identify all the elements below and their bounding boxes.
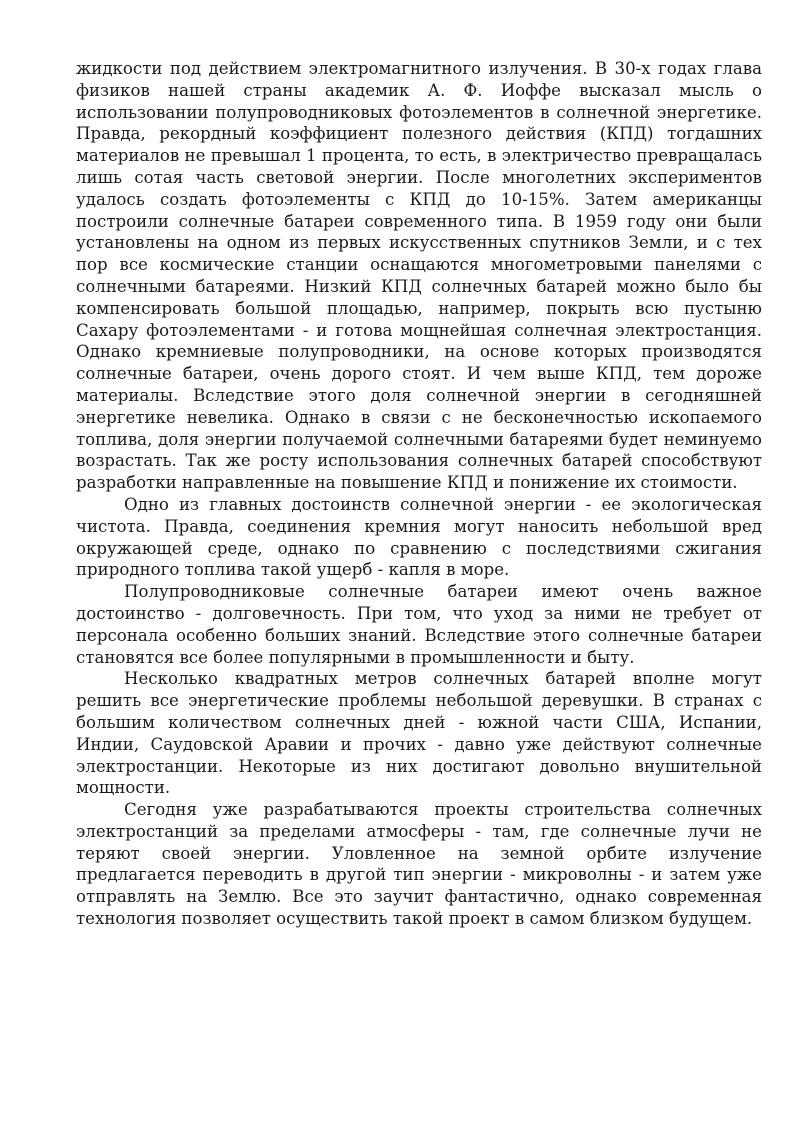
document-page: [76, 58, 762, 930]
paragraph-1: жидкости под действием электромагнитного излучения. В 30-х годах глава физиков нашей страны академик А. Ф. Иоффе высказал мысль о использовании полупроводниковых фотоэлементов в солнечной энергетике. Правда, рекордный коэффициент полезного действия (КПД) тогдашних материалов не превышал 1 процента, то есть, в электричество превращалась лишь сотая часть световой энергии. После многолетних экспериментов удалось создать фотоэлементы с КПД до 10-15%. Затем американцы построили солнечные батареи современного типа. В 1959 году они были установлены на одном из первых искусственных спутников Земли, и с тех пор все космические станции оснащаются многометровыми панелями с солнечными батареями. Низкий КПД солнечных батарей можно было бы компенсировать большой площадью, например, покрыть всю пустыню Сахару фотоэлементами - и готова мощнейшая солнечная электростанция. Однако кремниевые полупроводники, на основе которых производятся солнечные батареи, очень дорого стоят. И чем выше КПД, тем дороже материалы. Вследствие этого доля солнечной энергии в сегодняшней энергетике невелика. Однако в связи с не бесконечностью ископаемого топлива, доля энергии получаемой солнечными батареями будет неминуемо возрастать. Так же росту использования солнечных батарей способствуют разработки направленные на повышение КПД и понижение их стоимости.: [76, 59, 762, 493]
paragraph-3: Полупроводниковые солнечные батареи имеют очень важное достоинство - долговечность. При том, что уход за ними не требует от персонала особенно больших знаний. Вследствие этого солнечные батареи становятся все более популярными в промышленности и быту.: [76, 582, 762, 667]
paragraph-2: Одно из главных достоинств солнечной энергии - ее экологическая чистота. Правда, соединения кремния могут наносить небольшой вред окружающей среде, однако по сравнению с последствиями сжигания природного топлива такой ущерб - капля в море.: [76, 494, 762, 580]
paragraph-4: Несколько квадратных метров солнечных батарей вполне могут решить все энергетические проблемы небольшой деревушки. В странах с большим количеством солнечных дней - южной части США, Испании, Индии, Саудовской Аравии и прочих - давно уже действуют солнечные электростанции. Некоторые из них достигают довольно внушительной мощности.: [76, 669, 762, 798]
paragraph-5: Сегодня уже разрабатываются проекты строительства солнечных электростанций за пределами атмосферы - там, где солнечные лучи не теряют своей энергии. Уловленное на земной орбите излучение предлагается переводить в другой тип энергии - микроволны - и затем уже отправлять на Землю. Все это заучит фантастично, однако современная технология позволяет осуществить такой проект в самом близком будущем.: [76, 800, 762, 929]
